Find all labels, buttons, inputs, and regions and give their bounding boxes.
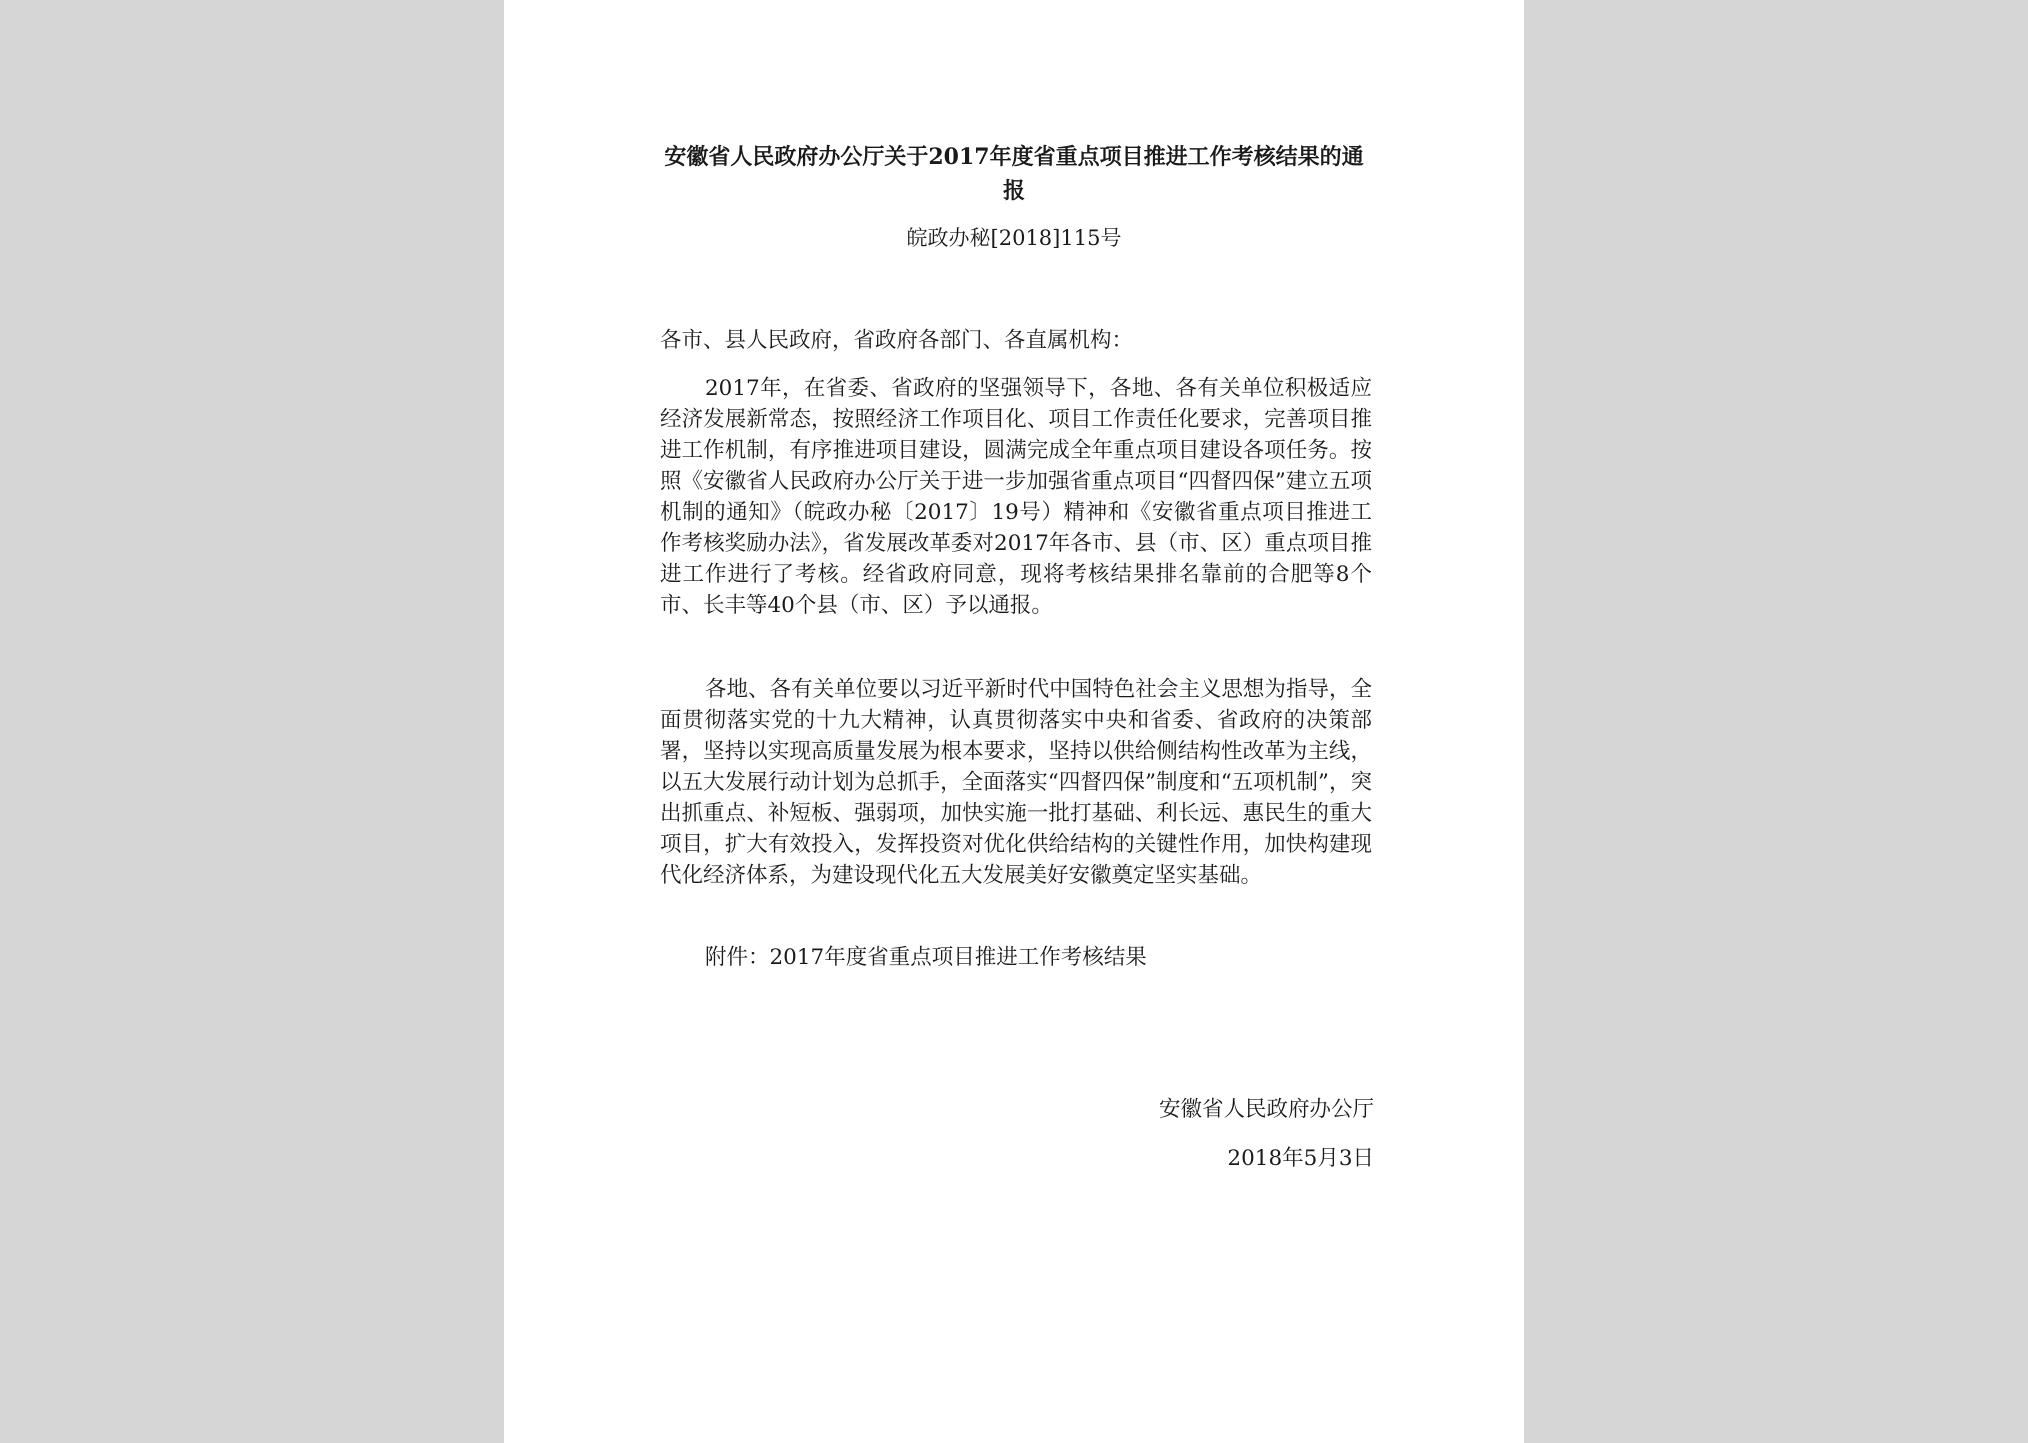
document-title: 安徽省人民政府办公厅关于2017年度省重点项目推进工作考核结果的通报	[664, 144, 1364, 204]
attachment-line: 附件：2017年度省重点项目推进工作考核结果	[705, 945, 1147, 970]
document-number: 皖政办秘[2018]115号	[906, 226, 1122, 250]
salutation: 各市、县人民政府，省政府各部门、各直属机构：	[660, 328, 1134, 353]
issuer-signature: 安徽省人民政府办公厅	[1158, 1097, 1374, 1122]
issue-date: 2018年5月3日	[1227, 1146, 1374, 1171]
paragraph-1: 2017年，在省委、省政府的坚强领导下，各地、各有关单位积极适应经济发展新常态，按照经济工作项目化、项目工作责任化要求，完善项目推进工作机制，有序推进项目建设，圆满完成全年重点项目建设各项任务。按照《安徽省人民政府办公厅关于进一步加强省重点项目“四督四保”建立五项机制的通知》（皖政办秘〔2017〕19号）精神和《安徽省重点项目推进工作考核奖励办法》，省发展改革委对2017年各市、县（市、区）重点项目推进工作进行了考核。经省政府同意，现将考核结果排名靠前的合肥等8个市、长丰等40个县（市、区）予以通报。	[660, 376, 1372, 618]
document-page	[504, 0, 1524, 1443]
paragraph-2: 各地、各有关单位要以习近平新时代中国特色社会主义思想为指导，全面贯彻落实党的十九大精神，认真贯彻落实中央和省委、省政府的决策部署，坚持以实现高质量发展为根本要求，坚持以供给侧结构性改革为主线，以五大发展行动计划为总抓手，全面落实“四督四保”制度和“五项机制”，突出抓重点、补短板、强弱项，加快实施一批打基础、利长远、惠民生的重大项目，扩大有效投入，发挥投资对优化供给结构的关键性作用，加快构建现代化经济体系，为建设现代化五大发展美好安徽奠定坚实基础。	[660, 677, 1372, 888]
